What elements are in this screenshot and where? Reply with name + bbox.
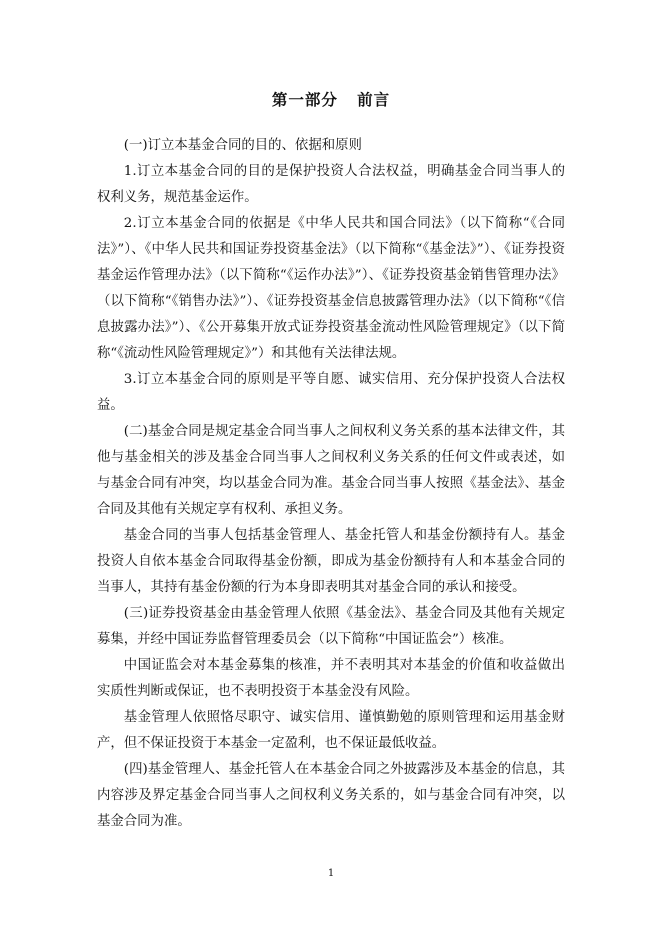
paragraph-contract-parties: 基金合同的当事人包括基金管理人、基金托管人和基金份额持有人。基金投资人自依本基金合同取得基金份额，即成为基金份额持有人和本基金合同的当事人，其持有基金份额的行为本身即表明其对基金合同的承认和接受。 bbox=[97, 528, 565, 595]
paragraph-disclosure: (四)基金管理人、基金托管人在本基金合同之外披露涉及本基金的信息，其内容涉及界定基金合同当事人之间权利义务关系的，如与基金合同有冲突，以基金合同为准。 bbox=[97, 762, 565, 829]
paragraph-manager-duty: 基金管理人依照恪尽职守、诚实信用、谨慎勤勉的原则管理和运用基金财产，但不保证投资于本基金一定盈利，也不保证最低收益。 bbox=[97, 710, 565, 751]
section-title: 第一部分 前言 bbox=[271, 91, 391, 109]
paragraph-contract-nature: (二)基金合同是规定基金合同当事人之间权利义务关系的基本法律文件，其他与基金相关的涉及基金合同当事人之间权利义务关系的任何文件或表述，如与基金合同有冲突，均以基金合同为准。基金合同当事人按照《基金法》、基金合同及其他有关规定享有权利、承担义务。 bbox=[97, 424, 565, 517]
paragraph-fund-raising: (三)证券投资基金由基金管理人依照《基金法》、基金合同及其他有关规定募集，并经中国证券监督管理委员会（以下简称“中国证监会”）核准。 bbox=[97, 606, 565, 647]
paragraph-principles: 3.订立本基金合同的原则是平等自愿、诚实信用、充分保护投资人合法权益。 bbox=[97, 372, 565, 413]
document-body bbox=[97, 133, 565, 835]
paragraph-purpose-heading: (一)订立本基金合同的目的、依据和原则 bbox=[123, 138, 362, 153]
paragraph-legal-basis: 2.订立本基金合同的依据是《中华人民共和国合同法》（以下简称“《合同法》”）、《中华人民共和国证券投资基金法》（以下简称“《基金法》”）、《证券投资基金运作管理办法》（以下简称“《运作办法》”）、《证券投资基金销售管理办法》（以下简称“《销售办法》”）、《证券投资基金信息披露管理办法》（以下简称“《信息披露办法》”）、《公开募集开放式证券投资基金流动性风险管理规定》（以下简称“《流动性风险管理规定》”）和其他有关法律法规。 bbox=[97, 216, 565, 361]
paragraph-csrc-approval: 中国证监会对本基金募集的核准，并不表明其对本基金的价值和收益做出实质性判断或保证，也不表明投资于本基金没有风险。 bbox=[97, 658, 565, 699]
paragraph-purpose: 1.订立本基金合同的目的是保护投资人合法权益，明确基金合同当事人的权利义务，规范基金运作。 bbox=[97, 164, 565, 205]
page-number: 1 bbox=[327, 868, 335, 879]
